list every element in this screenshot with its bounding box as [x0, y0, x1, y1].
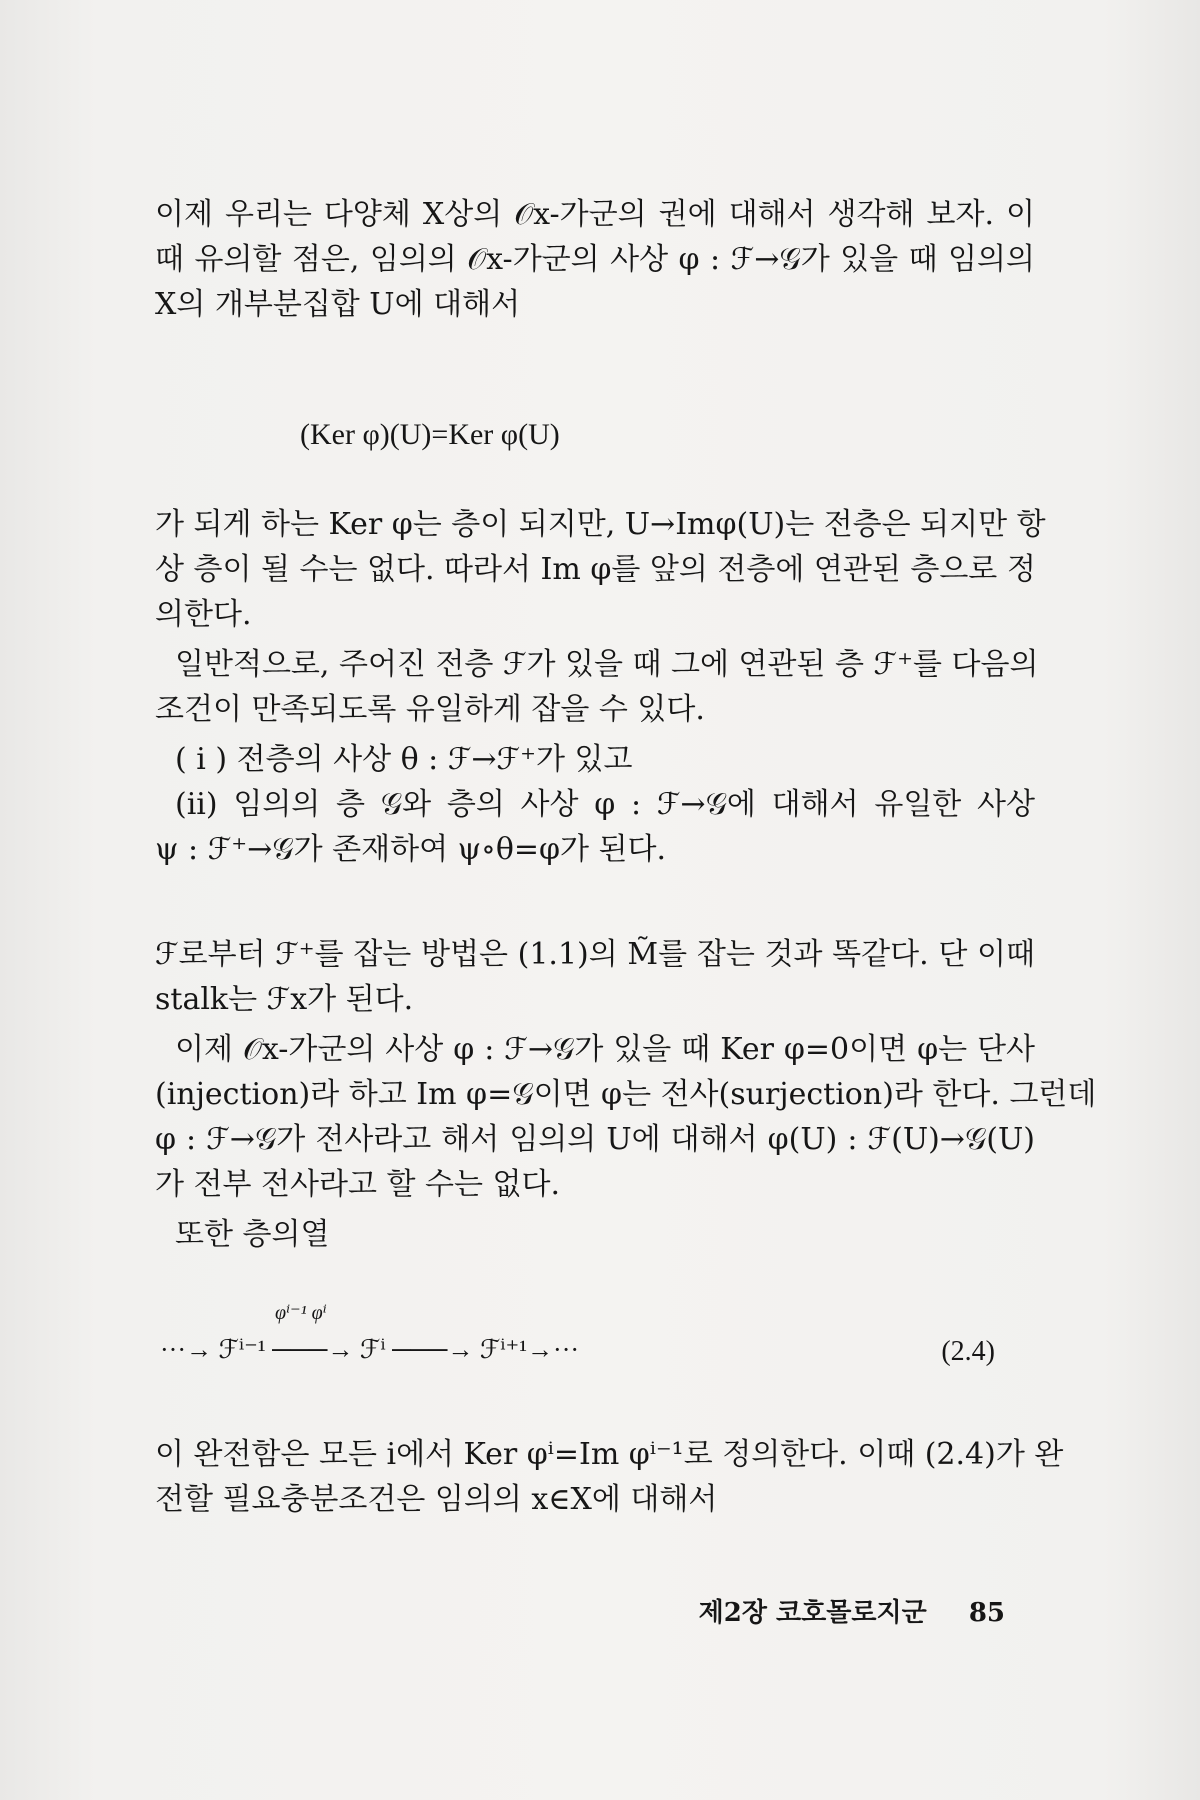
text-line: 조건이 만족되도록 유일하게 잡을 수 있다. — [155, 692, 705, 727]
sequence-superscripts: φⁱ⁻¹ φⁱ — [275, 1302, 327, 1324]
chapter-title: 제2장 코호몰로지군 — [698, 1598, 927, 1628]
text-line: 전할 필요충분조건은 임의의 x∈X에 대해서 — [155, 1482, 718, 1517]
text-line: 이제 우리는 다양체 X상의 𝒪x-가군의 권에 대해서 생각해 보자. 이 — [155, 197, 1035, 232]
text-line: ψ : ℱ⁺→𝒢가 존재하여 ψ∘θ=φ가 된다. — [155, 832, 667, 867]
text-line: X의 개부분집합 U에 대해서 — [155, 287, 521, 322]
display-formula: (Ker φ)(U)=Ker φ(U) — [300, 418, 560, 451]
text-line: 일반적으로, 주어진 전층 ℱ가 있을 때 그에 연관된 층 ℱ⁺를 다음의 — [175, 647, 1039, 682]
text-line: 또한 층의열 — [175, 1217, 330, 1252]
equation-number: (2.4) — [941, 1336, 995, 1367]
page-footer — [699, 1592, 1005, 1629]
text-line: 가 되게 하는 Ker φ는 층이 되지만, U→Imφ(U)는 전층은 되지만 항 — [155, 507, 1046, 542]
text-line: ℱ로부터 ℱ⁺를 잡는 방법은 (1.1)의 M̃를 잡는 것과 똑같다. 단 이때 — [155, 937, 1035, 972]
exact-sequence: ···→ ℱⁱ⁻¹ ───→ ℱⁱ ───→ ℱⁱ⁺¹→··· — [160, 1335, 580, 1364]
text-line: 때 유의할 점은, 임의의 𝒪x-가군의 사상 φ : ℱ→𝒢가 있을 때 임의의 — [155, 242, 1035, 277]
text-line: 이 완전함은 모든 i에서 Ker φⁱ=Im φⁱ⁻¹로 정의한다. 이때 (2.4)가 완 — [155, 1437, 1064, 1472]
text-line: 상 층이 될 수는 없다. 따라서 Im φ를 앞의 전층에 연관된 층으로 정 — [155, 552, 1036, 587]
text-line: φ : ℱ→𝒢가 전사라고 해서 임의의 U에 대해서 φ(U) : ℱ(U)→𝒢(U) — [155, 1122, 1035, 1157]
text-line: stalk는 ℱx가 된다. — [155, 982, 414, 1017]
page-number: 85 — [968, 1598, 1005, 1628]
text-line: 가 전부 전사라고 할 수는 없다. — [155, 1167, 560, 1202]
condition-item: ( i ) 전층의 사상 θ : ℱ→ℱ⁺가 있고 — [175, 742, 633, 777]
text-line: 의한다. — [155, 597, 252, 632]
text-line: (injection)라 하고 Im φ=𝒢이면 φ는 전사(surjection)라 한다. 그런데 — [155, 1077, 1097, 1112]
text-line: 이제 𝒪x-가군의 사상 φ : ℱ→𝒢가 있을 때 Ker φ=0이면 φ는 단사 — [175, 1032, 1035, 1067]
condition-item: (ii) 임의의 층 𝒢와 층의 사상 φ : ℱ→𝒢에 대해서 유일한 사상 — [175, 787, 1035, 822]
